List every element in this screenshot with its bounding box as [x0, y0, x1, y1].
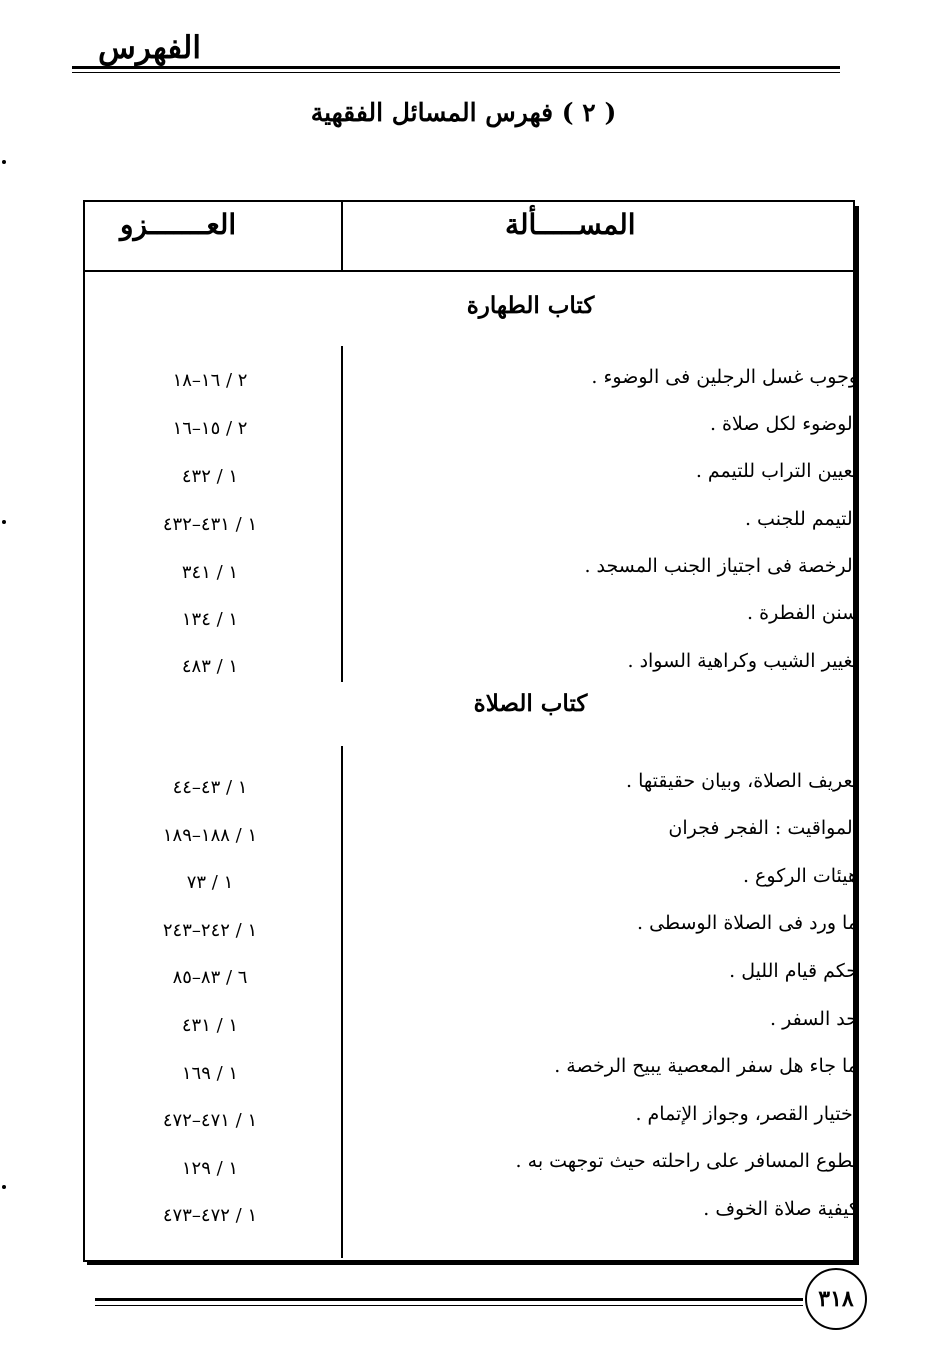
entry-text: تعيين التراب للتيمم . [695, 460, 858, 482]
entry-text: كيفية صلاة الخوف . [703, 1198, 858, 1220]
scan-speck [2, 160, 6, 164]
entry-reference: ١ / ٤٣٢ [181, 466, 239, 487]
entry-text: الوضوء لكل صلاة . [709, 413, 858, 435]
page-number-circle [805, 1268, 867, 1330]
section-2-column-divider [341, 746, 343, 1258]
entry-text: هيئات الركوع . [742, 865, 858, 887]
header-rule-thick [72, 66, 840, 69]
section-title-purification: كتاب الطهارة [466, 292, 595, 319]
entry-reference: ١ / ١٨٨–١٨٩ [162, 825, 258, 846]
entry-text: تعريف الصلاة، وبيان حقيقتها . [626, 770, 858, 792]
entry-reference: ١ / ١٣٤ [181, 609, 239, 630]
entry-text: تطوع المسافر على راحلته حيث توجهت به . [515, 1150, 858, 1172]
footer-rule-thick [95, 1298, 803, 1301]
header-column-divider [341, 200, 343, 272]
entry-text: ما ورد فى الصلاة الوسطى . [637, 912, 858, 934]
entry-reference: ٦ / ٨٣–٨٥ [172, 967, 248, 988]
entry-text: حكم قيام الليل . [729, 960, 858, 982]
entry-reference: ١ / ٤٣–٤٤ [172, 777, 248, 798]
index-title: ( ٢ ) فهرس المسائل الفقهية [310, 98, 617, 127]
entry-text: تغيير الشيب وكراهية السواد . [627, 650, 858, 672]
header-rule-thin [72, 72, 840, 73]
table-header-divider [83, 270, 857, 272]
entry-text: وجوب غسل الرجلين فى الوضوء . [591, 366, 858, 388]
entry-text: اختيار القصر، وجواز الإتمام . [635, 1103, 858, 1125]
entry-reference: ١ / ٤٧٢–٤٧٣ [162, 1205, 258, 1226]
entry-text: الرخصة فى اجتياز الجنب المسجد . [584, 555, 858, 577]
entry-reference: ١ / ٤٧١–٤٧٢ [162, 1110, 258, 1131]
entry-reference: ٢ / ١٦–١٨ [172, 370, 248, 391]
section-title-prayer: كتاب الصلاة [473, 690, 588, 717]
scan-speck [2, 520, 6, 524]
entry-reference: ١ / ٣٤١ [181, 562, 239, 583]
reference-column-header: العـــــــزو [120, 208, 237, 241]
running-head: الفهرس [98, 30, 201, 66]
entry-reference: ١ / ٢٤٢–٢٤٣ [162, 920, 258, 941]
entry-reference: ١ / ١٢٩ [181, 1158, 239, 1179]
entry-text: ما جاء هل سفر المعصية يبيح الرخصة . [554, 1055, 858, 1077]
table-shadow-bottom [87, 1262, 859, 1265]
entry-reference: ٢ / ١٥–١٦ [172, 418, 248, 439]
issue-column-header: المســـــألة [505, 208, 636, 241]
scan-speck [2, 1185, 6, 1189]
entry-text: التيمم للجنب . [744, 508, 858, 530]
entry-text: سنن الفطرة . [747, 602, 858, 624]
entry-reference: ١ / ١٦٩ [181, 1063, 239, 1084]
section-1-column-divider [341, 346, 343, 682]
entry-reference: ١ / ٤٨٣ [181, 656, 239, 677]
page-number: ٣١٨ [818, 1286, 854, 1312]
entry-reference: ١ / ٤٣١–٤٣٢ [162, 514, 258, 535]
entry-text: المواقيت : الفجر فجران [668, 817, 858, 839]
entry-reference: ١ / ٧٣ [186, 872, 234, 893]
footer-rule-thin [95, 1305, 803, 1306]
entry-reference: ١ / ٤٣١ [181, 1015, 239, 1036]
entry-text: حد السفر . [770, 1008, 858, 1030]
